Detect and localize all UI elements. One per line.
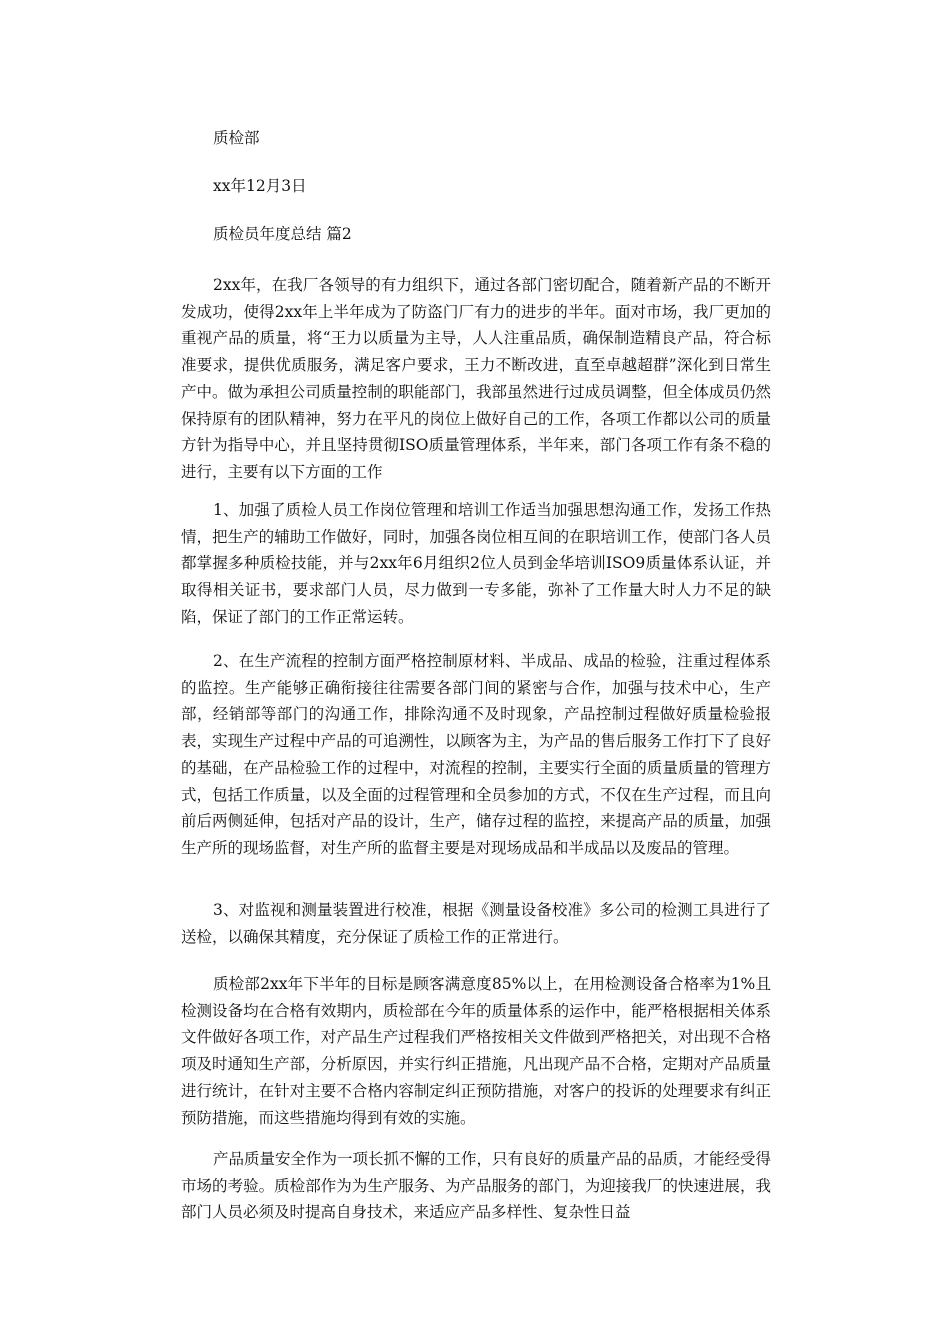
- paragraph-item-1: 1、加强了质检人员工作岗位管理和培训工作适当加强思想沟通工作，发扬工作热情，把生产的辅助工作做好，同时，加强各岗位相互间的在职培训工作，使部门各人员都掌握多种质检技能，并与2xx年6月组织2位人员到金华培训ISO9质量体系认证，并取得相关证书，要求部门人员，尽力做到一专多能，弥补了工作量大时人力不足的缺陷，保证了部门的工作正常运转。: [181, 501, 771, 626]
- section-title: 质检员年度总结 篇2: [213, 225, 352, 243]
- paragraph-quality-safety: 产品质量安全作为一项长抓不懈的工作，只有良好的质量产品的品质，才能经受得市场的考验。质检部作为为生产服务、为产品服务的部门，为迎接我厂的快速进展，我部门人员必须及时提高自身技术，来适应产品多样性、复杂性日益: [181, 1150, 772, 1222]
- department-line: 质检部: [213, 129, 260, 147]
- date-line: xx年12月3日: [213, 177, 307, 195]
- paragraph-intro: 2xx年，在我厂各领导的有力组织下，通过各部门密切配合，随着新产品的不断开发成功，使得2xx年上半年成为了防盗门厂有力的进步的半年。面对市场，我厂更加的重视产品的质量，将“王力以质量为主导，人人注重品质，确保制造精良产品，符合标准要求，提供优质服务，满足客户要求，王力不断改进，直至卓越超群”深化到日常生产中。做为承担公司质量控制的职能部门，我部虽然进行过成员调整，但全体成员仍然保持原有的团队精神，努力在平凡的岗位上做好自己的工作，各项工作都以公司的质量方针为指导中心，并且坚持贯彻ISO质量管理体系，半年来，部门各项工作有条不稳的进行，主要有以下方面的工作: [181, 276, 771, 481]
- paragraph-item-2: 2、在生产流程的控制方面严格控制原材料、半成品、成品的检验，注重过程体系的监控。生产能够正确衔接往往需要各部门间的紧密与合作，加强与技术中心，生产部，经销部等部门的沟通工作，排除沟通不及时现象，产品控制过程做好质量检验报表，实现生产过程中产品的可追溯性，以顾客为主，为产品的售后服务工作打下了良好的基础，在产品检验工作的过程中，对流程的控制，主要实行全面的质量质量的管理方式，包括工作质量，以及全面的过程管理和全员参加的方式，不仅在生产过程，而且向前后两侧延伸，包括对产品的设计，生产，储存过程的监控，来提高产品的质量，加强生产所的现场监督，对生产所的监督主要是对现场成品和半成品以及废品的管理。: [181, 652, 771, 857]
- paragraph-goals: 质检部2xx年下半年的目标是顾客满意度85%以上，在用检测设备合格率为1%且检测设备均在合格有效期内，质检部在今年的质量体系的运作中，能严格根据相关体系文件做好各项工作，对产品生产过程我们严格按相关文件做到严格把关，对出现不合格项及时通知生产部，分析原因，并实行纠正措施，凡出现产品不合格，定期对产品质量进行统计，在针对主要不合格内容制定纠正预防措施，对客户的投诉的处理要求有纠正预防措施，而这些措施均得到有效的实施。: [181, 975, 771, 1127]
- paragraph-item-3: 3、对监视和测量装置进行校准，根据《测量设备校准》多公司的检测工具进行了送检，以确保其精度，充分保证了质检工作的正常进行。: [181, 901, 771, 946]
